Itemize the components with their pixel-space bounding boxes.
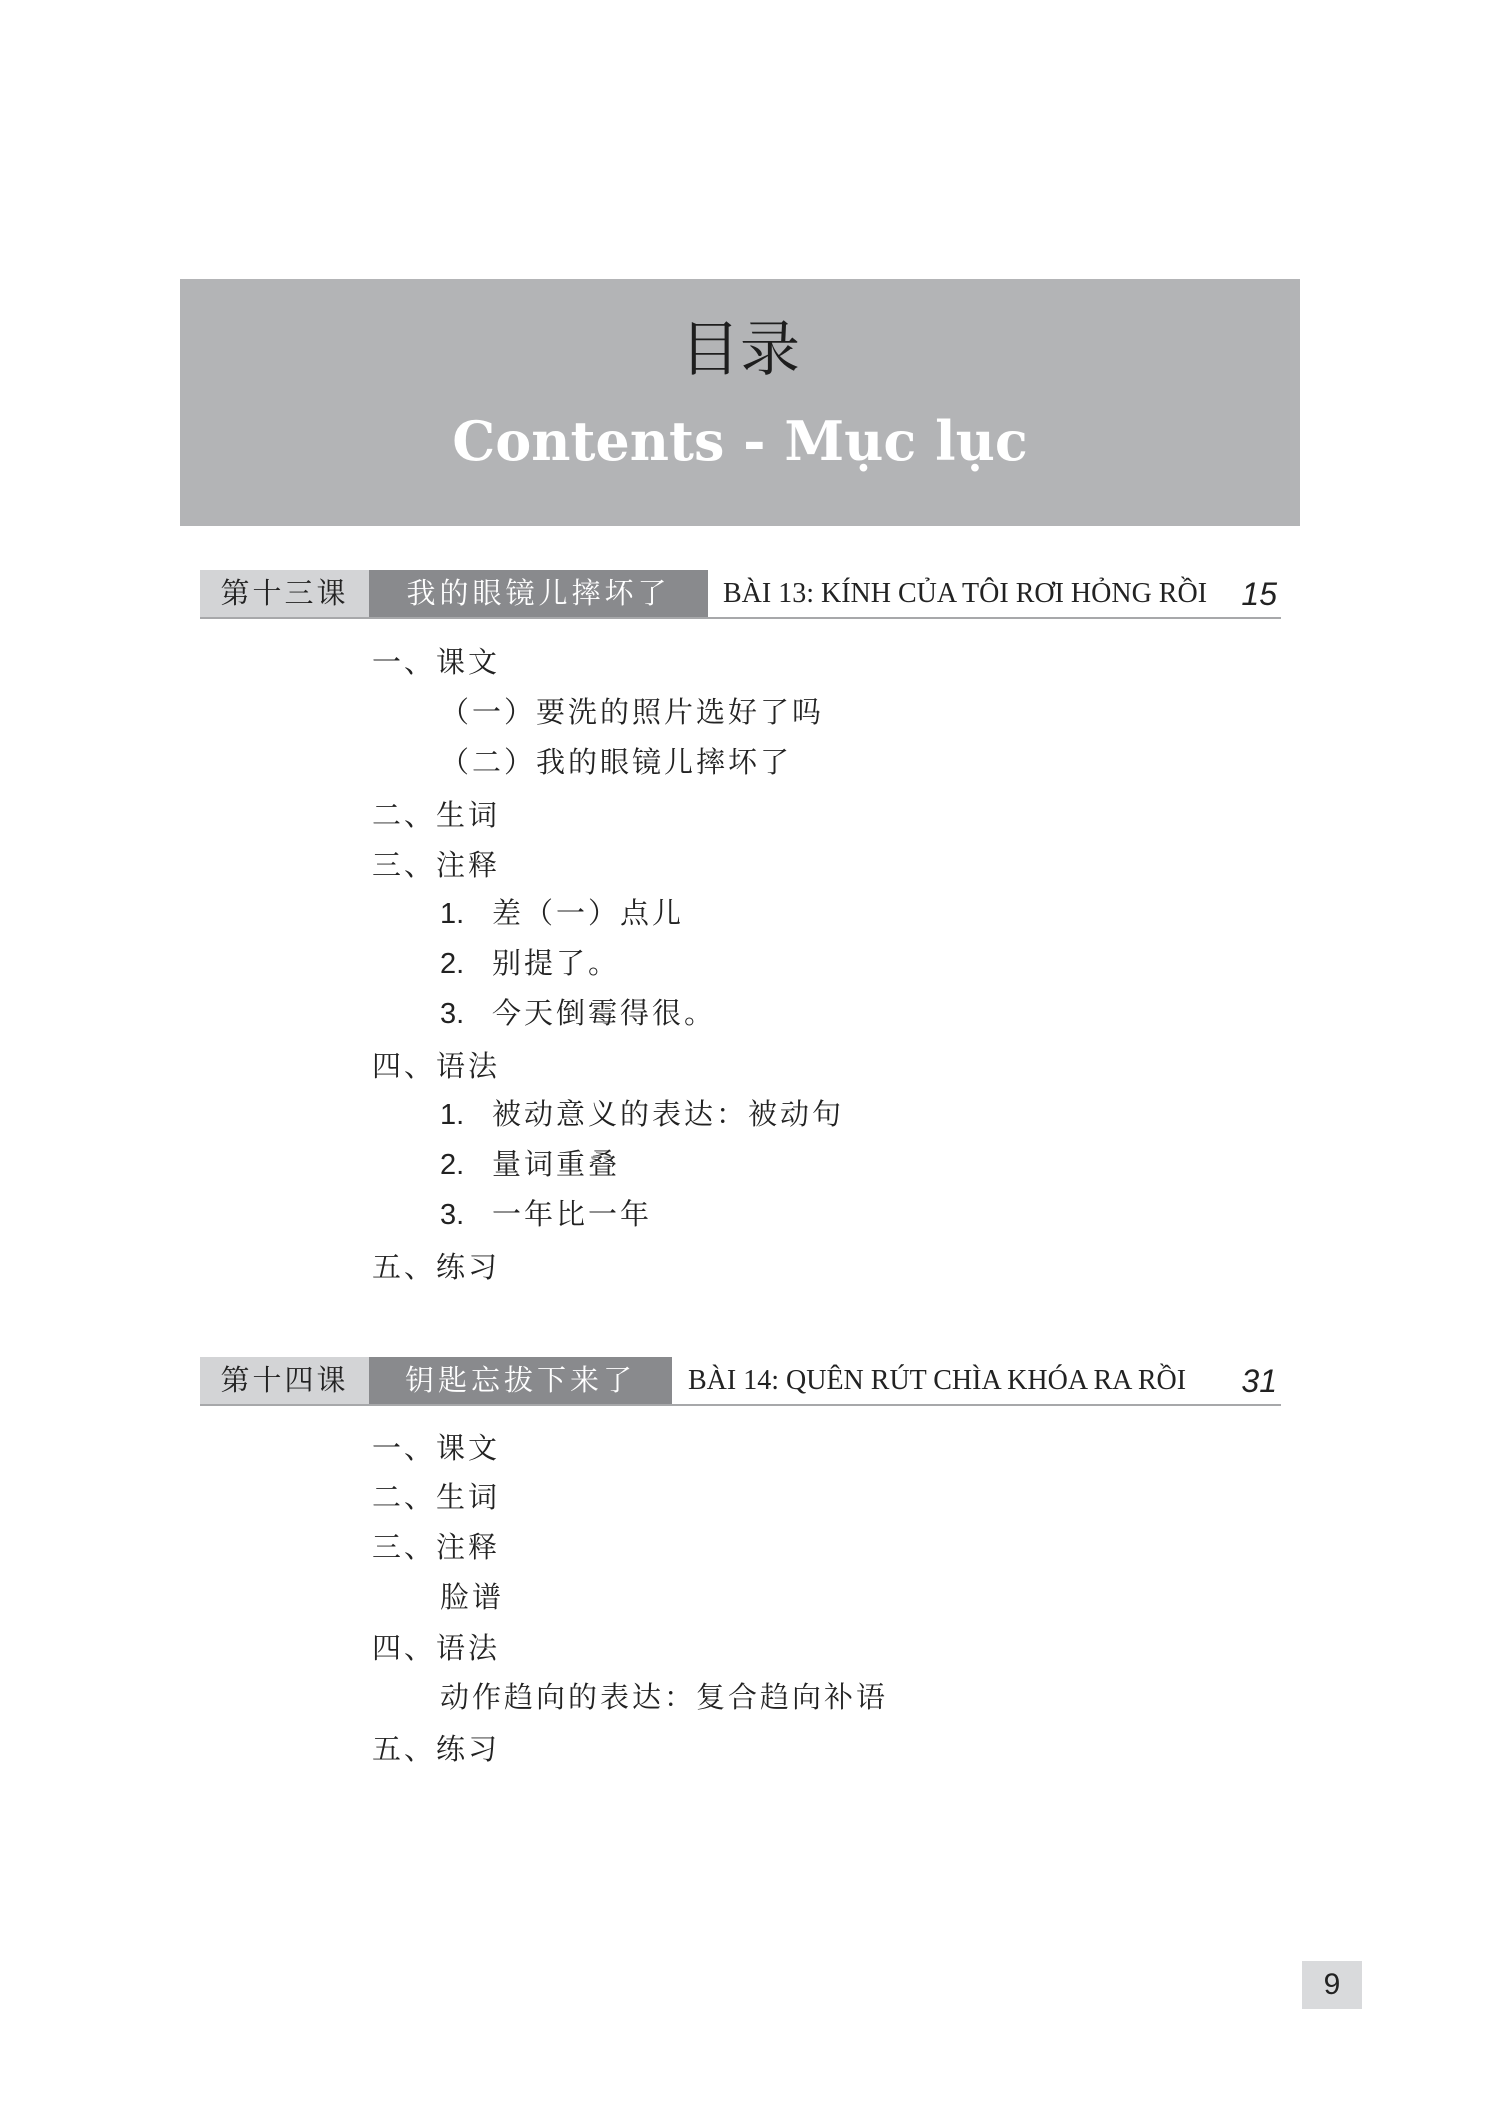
contents-banner	[180, 279, 1300, 526]
toc-item[interactable]: 动作趋向的表达：复合趋向补语	[440, 1680, 889, 1714]
item-number: 3.	[440, 1199, 465, 1231]
item-number: 2.	[440, 948, 465, 980]
item-text: 别提了。	[492, 946, 621, 980]
toc-item[interactable]: 一、课文	[372, 645, 501, 679]
toc-item[interactable]: 二、生词	[372, 798, 501, 832]
toc-item[interactable]	[440, 893, 684, 934]
toc-item[interactable]: 二、生词	[372, 1480, 501, 1514]
toc-item[interactable]: 五、练习	[372, 1250, 501, 1284]
lesson-title-chinese: 钥匙忘拔下来了	[369, 1357, 672, 1404]
item-number: 1.	[440, 898, 465, 930]
lesson-title-vietnamese: BÀI 13: KÍNH CỦA TÔI RƠI HỎNG RỒI	[723, 578, 1208, 609]
item-number: 3.	[440, 998, 465, 1030]
contents-title-chinese: 目录	[680, 315, 800, 385]
toc-item[interactable]: （二）我的眼镜儿摔坏了	[440, 745, 793, 779]
toc-item[interactable]: 四、语法	[372, 1631, 501, 1665]
toc-item[interactable]: 五、练习	[372, 1732, 501, 1766]
lesson-title-chinese: 我的眼镜儿摔坏了	[369, 570, 708, 617]
lesson-13-header[interactable]	[200, 570, 1281, 619]
toc-item[interactable]: 三、注释	[372, 1530, 501, 1564]
lesson-14-header[interactable]	[200, 1357, 1281, 1406]
lesson-page-number: 15	[1241, 576, 1277, 612]
toc-item[interactable]: （一）要洗的照片选好了吗	[440, 695, 825, 729]
item-text: 差（一）点儿	[492, 896, 685, 930]
item-number: 1.	[440, 1099, 465, 1131]
item-text: 今天倒霉得很。	[492, 996, 717, 1030]
toc-item[interactable]	[440, 993, 716, 1034]
toc-item[interactable]: 一、课文	[372, 1431, 501, 1465]
lesson-number-label: 第十三课	[200, 570, 369, 617]
lesson-page-number: 31	[1241, 1363, 1277, 1399]
toc-item[interactable]	[440, 1144, 620, 1185]
page-number: 9	[1302, 1961, 1362, 2009]
toc-item[interactable]	[440, 1194, 652, 1235]
lesson-title-vietnamese: BÀI 14: QUÊN RÚT CHÌA KHÓA RA RỒI	[688, 1365, 1187, 1396]
toc-item[interactable]: 四、语法	[372, 1049, 501, 1083]
toc-item[interactable]: 脸谱	[440, 1580, 505, 1614]
lesson-number-label: 第十四课	[200, 1357, 369, 1404]
toc-item[interactable]	[440, 1094, 844, 1135]
item-text: 一年比一年	[492, 1197, 653, 1231]
item-text: 被动意义的表达：被动句	[492, 1097, 845, 1131]
contents-title-english: Contents - Mục lục	[452, 409, 1028, 473]
item-text: 量词重叠	[492, 1147, 621, 1181]
toc-item[interactable]: 三、注释	[372, 848, 501, 882]
item-number: 2.	[440, 1149, 465, 1181]
toc-item[interactable]	[440, 943, 620, 984]
